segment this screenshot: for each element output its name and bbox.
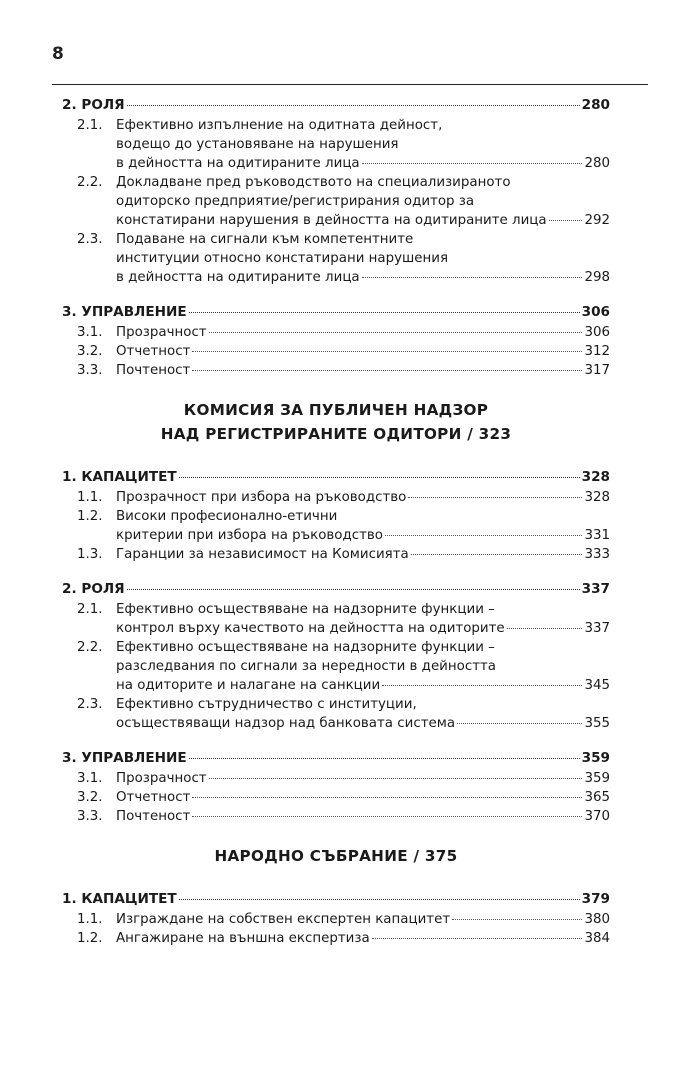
dot-leader (192, 816, 582, 817)
dot-leader (179, 899, 580, 900)
section-page-number: 328 (581, 469, 610, 485)
dot-leader (382, 685, 582, 686)
agency-heading-line: НАРОДНО СЪБРАНИЕ / 375 (214, 847, 458, 865)
entry-page-number: 331 (584, 528, 610, 543)
dot-leader (127, 589, 580, 590)
entry-number: 3.2. (77, 344, 103, 359)
entry-text-line: Прозрачност при избора на ръководство (116, 490, 407, 505)
entry-text-line: Прозрачност (116, 771, 207, 786)
toc-section (62, 749, 610, 826)
entry-number: 3.1. (77, 771, 103, 786)
entry-text-line: разследвания по сигнали за нередности в дейността (116, 659, 496, 674)
entry-last-line (116, 676, 610, 695)
entry-page-number: 359 (584, 771, 610, 786)
dot-leader (452, 919, 582, 920)
table-of-contents (62, 96, 610, 964)
toc-entry (62, 910, 610, 929)
entry-text-line: в дейността на одитираните лица (116, 270, 360, 285)
entry-last-line (116, 361, 610, 380)
entry-number: 1.3. (77, 547, 103, 562)
entry-text-line: институции относно констатирани нарушения (116, 251, 449, 266)
dot-leader (192, 351, 582, 352)
entry-last-line (116, 342, 610, 361)
entry-text-line: Почтеност (116, 363, 191, 378)
entry-text-line: Отчетност (116, 344, 191, 359)
entry-last-line (116, 545, 610, 564)
entry-number: 2.3. (77, 697, 103, 712)
toc-entry (62, 788, 610, 807)
entry-number: 1.1. (77, 490, 103, 505)
entry-number: 2.2. (77, 175, 103, 190)
entry-last-line (116, 268, 610, 287)
entry-number: 1.1. (77, 912, 103, 927)
toc-entry (62, 600, 610, 638)
entry-last-line (116, 488, 610, 507)
toc-entry (62, 116, 610, 173)
entry-last-line (116, 807, 610, 826)
entry-last-line (116, 788, 610, 807)
toc-section (62, 890, 610, 948)
toc-entry (62, 638, 610, 695)
entry-text-line: Подаване на сигнали към компетентните (116, 232, 414, 247)
entry-page-number: 355 (584, 716, 610, 731)
header-rule (52, 84, 648, 85)
toc-section (62, 303, 610, 380)
entry-text-line: одиторско предприятие/регистрирания одитор за (116, 194, 475, 209)
entry-last-line (116, 714, 610, 733)
entry-text-line: Прозрачност (116, 325, 207, 340)
entry-number: 2.1. (77, 602, 103, 617)
entry-number: 3.2. (77, 790, 103, 805)
entry-page-number: 312 (584, 344, 610, 359)
entry-number: 1.2. (77, 931, 103, 946)
entry-body (116, 807, 610, 826)
section-title: 1. КАПАЦИТЕТ (62, 891, 177, 907)
entry-number: 2.2. (77, 640, 103, 655)
entry-body (116, 230, 610, 287)
entry-last-line (116, 929, 610, 948)
dot-leader (411, 554, 583, 555)
section-heading (62, 96, 610, 115)
entry-body (116, 638, 610, 695)
entry-body (116, 173, 610, 230)
entry-text-line: водещо до установяване на нарушения (116, 137, 399, 152)
section-page-number: 337 (581, 581, 610, 597)
entry-page-number: 317 (584, 363, 610, 378)
entry-text-line: Ангажиране на външна експертиза (116, 931, 370, 946)
entry-text-line: в дейността на одитираните лица (116, 156, 360, 171)
entry-page-number: 292 (584, 213, 610, 228)
entry-last-line (116, 769, 610, 788)
dot-leader (189, 312, 580, 313)
section-page-number: 280 (581, 97, 610, 113)
entry-text-line: констатирани нарушения в дейността на одитираните лица (116, 213, 547, 228)
entry-page-number: 306 (584, 325, 610, 340)
entry-body (116, 910, 610, 929)
toc-entry (62, 342, 610, 361)
entry-number: 2.3. (77, 232, 103, 247)
toc-entry (62, 545, 610, 564)
entry-page-number: 333 (584, 547, 610, 562)
dot-leader (549, 220, 583, 221)
entry-number: 3.3. (77, 363, 103, 378)
entry-body (116, 769, 610, 788)
section-heading (62, 303, 610, 322)
dot-leader (362, 277, 583, 278)
entry-last-line (116, 910, 610, 929)
entry-number: 3.1. (77, 325, 103, 340)
entry-text-line: Ефективно сътрудничество с институции, (116, 697, 417, 712)
section-title: 2. РОЛЯ (62, 581, 125, 597)
dot-leader (179, 477, 580, 478)
entry-text-line: Ефективно осъществяване на надзорните функции – (116, 640, 495, 655)
entry-page-number: 345 (584, 678, 610, 693)
entry-last-line (116, 619, 610, 638)
entry-text-line: Ефективно осъществяване на надзорните функции – (116, 602, 495, 617)
section-title: 3. УПРАВЛЕНИЕ (62, 750, 187, 766)
entry-body (116, 507, 610, 545)
dot-leader (189, 758, 580, 759)
section-heading (62, 468, 610, 487)
entry-text-line: Високи професионално-етични (116, 509, 338, 524)
toc-entry (62, 361, 610, 380)
entry-number: 3.3. (77, 809, 103, 824)
dot-leader (127, 105, 580, 106)
entry-text-line: Отчетност (116, 790, 191, 805)
dot-leader (209, 332, 583, 333)
section-page-number: 359 (581, 750, 610, 766)
agency-heading (62, 398, 610, 446)
entry-last-line (116, 211, 610, 230)
entry-page-number: 380 (584, 912, 610, 927)
dot-leader (362, 163, 583, 164)
toc-entry (62, 230, 610, 287)
section-heading (62, 749, 610, 768)
toc-section (62, 96, 610, 287)
entry-text-line: Ефективно изпълнение на одитната дейност, (116, 118, 443, 133)
entry-body (116, 116, 610, 173)
entry-text-line: контрол върху качеството на дейността на одиторите (116, 621, 505, 636)
entry-page-number: 280 (584, 156, 610, 171)
toc-entry (62, 488, 610, 507)
dot-leader (507, 628, 583, 629)
entry-page-number: 365 (584, 790, 610, 805)
entry-body (116, 695, 610, 733)
dot-leader (192, 797, 582, 798)
page-number: 8 (52, 44, 64, 64)
dot-leader (192, 370, 582, 371)
entry-page-number: 370 (584, 809, 610, 824)
toc-entry (62, 769, 610, 788)
entry-body (116, 929, 610, 948)
section-heading (62, 580, 610, 599)
section-title: 3. УПРАВЛЕНИЕ (62, 304, 187, 320)
entry-number: 1.2. (77, 509, 103, 524)
entry-text-line: Докладване пред ръководството на специализираното (116, 175, 511, 190)
dot-leader (372, 938, 583, 939)
agency-heading-line: НАД РЕГИСТРИРАНИТЕ ОДИТОРИ / 323 (160, 425, 512, 443)
section-page-number: 379 (581, 891, 610, 907)
entry-page-number: 298 (584, 270, 610, 285)
dot-leader (209, 778, 583, 779)
entry-body (116, 788, 610, 807)
entry-last-line (116, 323, 610, 342)
toc-entry (62, 173, 610, 230)
entry-text-line: осъществяващи надзор над банковата система (116, 716, 456, 731)
entry-page-number: 328 (584, 490, 610, 505)
agency-heading-line: КОМИСИЯ ЗА ПУБЛИЧЕН НАДЗОР (183, 401, 489, 419)
section-title: 2. РОЛЯ (62, 97, 125, 113)
section-page-number: 306 (581, 304, 610, 320)
entry-body (116, 600, 610, 638)
entry-text-line: Почтеност (116, 809, 191, 824)
entry-page-number: 384 (584, 931, 610, 946)
entry-text-line: Гаранции за независимост на Комисията (116, 547, 409, 562)
section-title: 1. КАПАЦИТЕТ (62, 469, 177, 485)
agency-heading (62, 844, 610, 868)
toc-entry (62, 807, 610, 826)
dot-leader (408, 497, 582, 498)
entry-text-line: Изграждане на собствен експертен капацитет (116, 912, 451, 927)
entry-number: 2.1. (77, 118, 103, 133)
toc-section (62, 580, 610, 733)
entry-page-number: 337 (584, 621, 610, 636)
entry-body (116, 488, 610, 507)
entry-last-line (116, 154, 610, 173)
entry-last-line (116, 526, 610, 545)
dot-leader (457, 723, 582, 724)
toc-entry (62, 695, 610, 733)
toc-entry (62, 507, 610, 545)
toc-entry (62, 323, 610, 342)
section-heading (62, 890, 610, 909)
entry-body (116, 361, 610, 380)
entry-text-line: на одиторите и налагане на санкции (116, 678, 381, 693)
entry-body (116, 323, 610, 342)
dot-leader (385, 535, 582, 536)
toc-section (62, 468, 610, 564)
entry-body (116, 545, 610, 564)
toc-entry (62, 929, 610, 948)
entry-text-line: критерии при избора на ръководство (116, 528, 383, 543)
entry-body (116, 342, 610, 361)
